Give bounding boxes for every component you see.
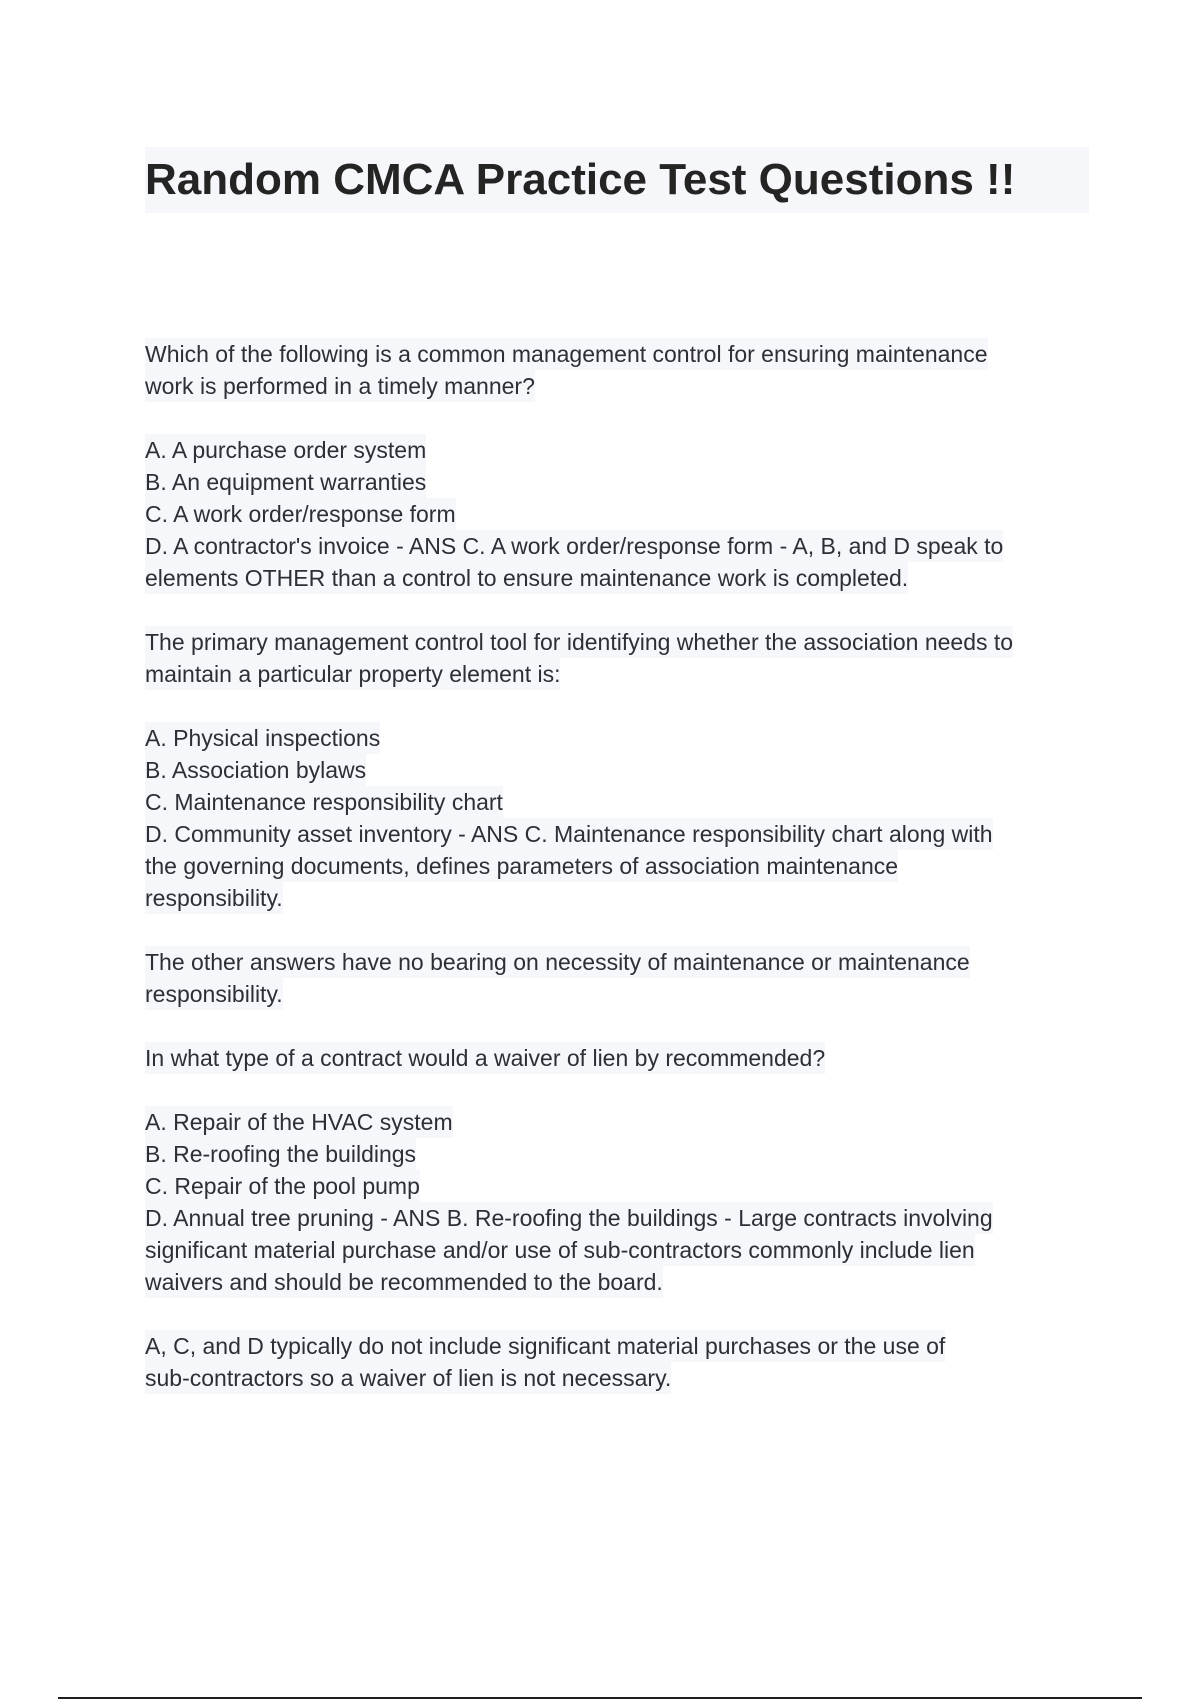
text-line: responsibility. — [145, 978, 283, 1010]
paragraph-gap — [145, 1074, 1100, 1106]
answer-line: responsibility. — [145, 882, 283, 914]
option-line: A. A purchase order system — [145, 434, 426, 466]
option-line: C. Repair of the pool pump — [145, 1170, 420, 1202]
question-1-stem — [145, 338, 1100, 402]
option-line: A. Physical inspections — [145, 722, 380, 754]
question-3-options — [145, 1106, 1100, 1298]
paragraph-gap — [145, 1010, 1100, 1042]
option-line: C. A work order/response form — [145, 498, 456, 530]
option-line: A. Repair of the HVAC system — [145, 1106, 453, 1138]
title-highlight — [145, 147, 1089, 213]
option-line: C. Maintenance responsibility chart — [145, 786, 503, 818]
paragraph-gap — [145, 594, 1100, 626]
answer-line: elements OTHER than a control to ensure maintenance work is completed. — [145, 562, 908, 594]
page-title: Random CMCA Practice Test Questions !! — [145, 155, 1016, 204]
question-3-stem — [145, 1042, 1100, 1074]
question-2-explanation — [145, 946, 1100, 1010]
text-line: In what type of a contract would a waiver of lien by recommended? — [145, 1042, 825, 1074]
answer-line: D. Annual tree pruning - ANS B. Re-roofing the buildings - Large contracts involving — [145, 1202, 993, 1234]
option-line: B. Re-roofing the buildings — [145, 1138, 416, 1170]
footer-divider — [58, 1697, 1142, 1699]
document-content — [145, 338, 1100, 1394]
option-line: B. Association bylaws — [145, 754, 366, 786]
text-line: sub-contractors so a waiver of lien is not necessary. — [145, 1362, 671, 1394]
answer-line: the governing documents, defines parameters of association maintenance — [145, 850, 898, 882]
text-line: The other answers have no bearing on necessity of maintenance or maintenance — [145, 946, 970, 978]
answer-line: waivers and should be recommended to the board. — [145, 1266, 663, 1298]
question-1-options — [145, 434, 1100, 594]
question-3-explanation — [145, 1330, 1100, 1394]
paragraph-gap — [145, 914, 1100, 946]
answer-line: significant material purchase and/or use of sub-contractors commonly include lien — [145, 1234, 975, 1266]
text-line: The primary management control tool for identifying whether the association needs to — [145, 626, 1013, 658]
text-line: work is performed in a timely manner? — [145, 370, 535, 402]
answer-line: D. A contractor's invoice - ANS C. A work order/response form - A, B, and D speak to — [145, 530, 1003, 562]
paragraph-gap — [145, 1298, 1100, 1330]
question-2-options — [145, 722, 1100, 914]
paragraph-gap — [145, 690, 1100, 722]
text-line: Which of the following is a common management control for ensuring maintenance — [145, 338, 988, 370]
answer-line: D. Community asset inventory - ANS C. Maintenance responsibility chart along with — [145, 818, 993, 850]
text-line: A, C, and D typically do not include significant material purchases or the use of — [145, 1330, 945, 1362]
text-line: maintain a particular property element is: — [145, 658, 560, 690]
paragraph-gap — [145, 402, 1100, 434]
question-2-stem — [145, 626, 1100, 690]
option-line: B. An equipment warranties — [145, 466, 426, 498]
